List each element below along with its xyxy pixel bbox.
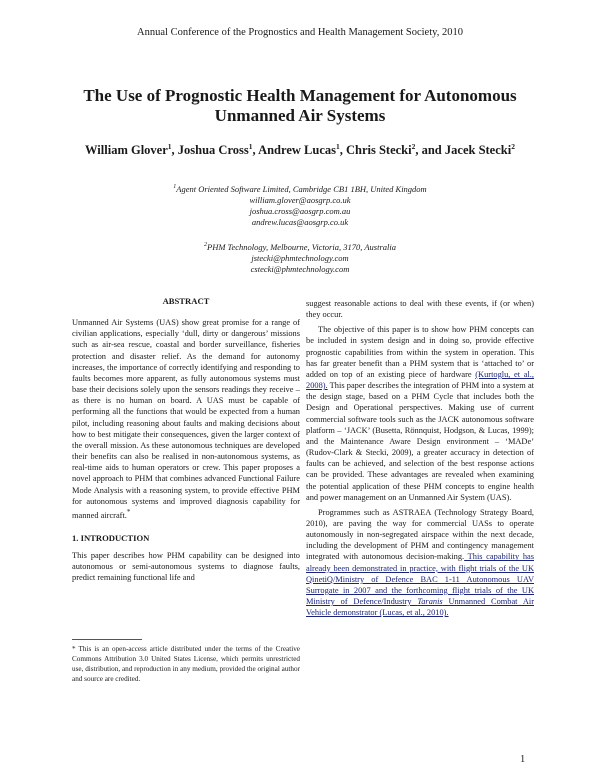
affiliation-block bbox=[100, 240, 500, 275]
affiliation-block bbox=[100, 182, 500, 228]
affiliation-text: PHM Technology, Melbourne, Victoria, 3170, Australia bbox=[207, 241, 396, 252]
title-line-1: The Use of Prognostic Health Management for Autonomous bbox=[83, 86, 517, 105]
page-number: 1 bbox=[520, 754, 526, 765]
footnote: * This is an open-access article distributed under the terms of the Creative Commons Attribution 3.0 United States License, which permits unrestricted use, distribution, and reproduction in any medium, provided the original author and source are credited. bbox=[72, 645, 300, 684]
author-name: William Glover bbox=[85, 143, 168, 158]
author-name: Andrew Lucas bbox=[258, 143, 336, 158]
author-email[interactable]: cstecki@phmtechnology.com bbox=[250, 263, 350, 274]
paragraph: suggest reasonable actions to deal with these events, if (or when) they occur. bbox=[306, 299, 534, 320]
affiliation-marker: 2 bbox=[411, 142, 416, 151]
affiliation-text: Agent Oriented Software Limited, Cambridge CB1 1BH, United Kingdom bbox=[176, 183, 427, 194]
introduction-heading: 1. INTRODUCTION bbox=[72, 532, 150, 543]
author-list: William Glover$^1$, Joshua Cross$^1$, Andrew Lucas$^1$, Chris Stecki$^2$, and Jacek Stecki$^2$ bbox=[85, 142, 515, 158]
paragraph: Programmes such as ASTRAEA (Technology Strategy Board, 2010), are paving the way for commercial UASs to operate autonomously in non-segregated airspace within the next decade, including the development of PHM and contingency management integrated with autonomous decision-making. This capability has already been demonstrated in practice, with flight trials of the UK QinetiQ/Ministry of Defence BAC 1-11 Autonomous UAV Surrogate in 2007 and the forthcoming flight trials of the UK Ministry of Defence/Industry Taranis Unmanned Combat Air Vehicle demonstrator (Lucas, et al., 2010). bbox=[306, 507, 535, 618]
paragraph: The objective of this paper is to show how PHM concepts can be included in system design and in doing so, provide effective prognostic capabilities from within the system in operation. This has far greater benefit than a PHM system that is ‘attached to’ or added on top of an existing piece of hardware (Kurtoglu, et al., 2008). This paper describes the integration of PHM into a system at the design stage, based on a PHM Cycle that includes both the Design and Operational perspectives. Making use of current commercial software tools such as the JACK autonomous software platform – ‘JACK’ (Busetta, Rönnquist, Hodgson, & Lucas, 1999); and the Maintenance Aware Design environment – ‘MADe’ (Rudov-Clark & Stecki, 2009), a greater accuracy in detection of faults can be achieved, and selection of the best response actions can be provided. These advantages are revealed when examining the potential application of these PHM concepts to engine health and power management on an Unmanned Air System (UAS). bbox=[306, 325, 534, 502]
author-email[interactable]: andrew.lucas@aosgrp.co.uk bbox=[251, 216, 349, 227]
introduction-text: This paper describes how PHM capability can be designed into autonomous or semi-autonomous systems to diagnose faults, predict remaining functional life and bbox=[72, 550, 300, 583]
affiliation-marker: 1 bbox=[167, 142, 172, 151]
affiliation-marker: 2 bbox=[511, 142, 515, 151]
running-head: Annual Conference of the Prognostics and Health Management Society, 2010 bbox=[137, 27, 463, 38]
left-column bbox=[72, 296, 300, 583]
right-column bbox=[306, 298, 534, 618]
author-name: Chris Stecki bbox=[345, 143, 412, 158]
footnote-divider bbox=[72, 639, 142, 640]
abstract-heading: ABSTRACT bbox=[162, 296, 210, 306]
affiliation-marker: 2 bbox=[204, 242, 208, 248]
author-email[interactable]: joshua.cross@aosgrp.com.au bbox=[249, 205, 351, 216]
author-email[interactable]: jstecki@phmtechnology.com bbox=[251, 252, 349, 263]
highlighted-link[interactable]: This capability has already been demonstrated in practice, with flight trials of the UK QinetiQ/Ministry of Defence BAC 1-11 Autonomous UAV Surrogate in 2007 and the forthcoming flight trials of the UK Ministry of Defence/Industry Taranis Unmanned Combat Air Vehicle demonstrator (Lucas, et al., 2010). bbox=[306, 552, 535, 618]
affiliation-marker: 1 bbox=[173, 184, 177, 190]
author-name: Jacek Stecki bbox=[444, 143, 512, 158]
affiliation-marker: 1 bbox=[335, 142, 340, 151]
title-line-2: Unmanned Air Systems bbox=[214, 106, 386, 125]
footnote-marker: * bbox=[126, 507, 131, 516]
abstract-text: Unmanned Air Systems (UAS) show great promise for a range of civilian applications, especially ‘dull, dirty or dangerous’ missions such as air-sea rescue, coastal and border surveillance, fisheries protection and disaster relief. As the demand for autonomy increases, the importance of correctly identifying and responding to faults becomes more apparent, as fully autonomous systems must base their decisions solely upon the sensors readings they receive – as there is no human on board. A UAS must be capable of performing all the functions that would be expected from a human pilot, including reasoning about faults and making decisions about how to best mitigate their consequences, given the larger context of the overall mission. As these autonomous techniques are developed their benefits can also be realised in non-autonomous systems, as real-time aids to human operators or crew. This paper proposes a novel approach to PHM that combines advanced Functional Failure Mode Analysis with a reasoning system, to provide effective PHM for autonomous systems and improved diagnosis capability for manned aircraft.* bbox=[72, 318, 300, 520]
citation-link[interactable]: (Kurtoglu, et al., 2008). bbox=[306, 369, 534, 391]
paper-title bbox=[40, 86, 560, 126]
author-name: Joshua Cross bbox=[177, 143, 249, 158]
affiliation-marker: 1 bbox=[248, 142, 253, 151]
author-email[interactable]: william.glover@aosgrp.co.uk bbox=[249, 194, 351, 205]
